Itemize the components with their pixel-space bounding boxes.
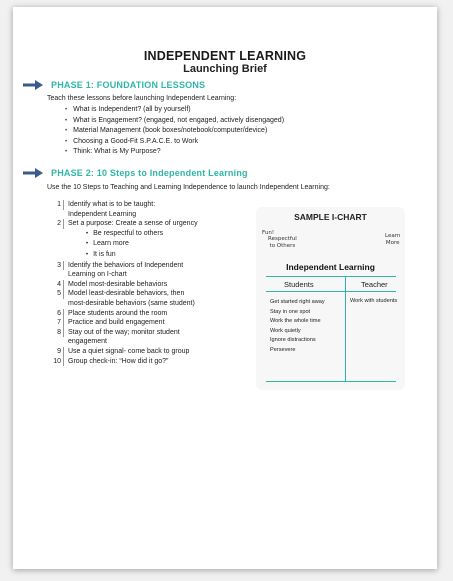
step-line: Place students around the room bbox=[68, 309, 168, 317]
step-item bbox=[47, 347, 267, 357]
step-line: Set a purpose: Create a sense of urgency bbox=[68, 220, 198, 228]
step-line: Identify what is to be taught: bbox=[68, 201, 156, 208]
step-line: Group check-in: “How did it go?” bbox=[68, 357, 169, 365]
step-line: Stay out of the way; monitor student bbox=[68, 328, 180, 336]
ichart-col-teacher: Teacher bbox=[361, 280, 388, 289]
list-item: • Think: What is My Purpose? bbox=[65, 147, 284, 158]
step-line: Practice and build engagement bbox=[68, 319, 165, 327]
step-number: 9 bbox=[47, 347, 64, 357]
step-item bbox=[47, 261, 267, 280]
right-arrow-icon bbox=[23, 80, 43, 90]
step-line: Model most-desirable behaviors bbox=[68, 280, 168, 288]
ichart-note-respectful bbox=[268, 236, 297, 249]
ichart-student-item: Ignore distractions bbox=[270, 337, 316, 343]
right-arrow-icon bbox=[23, 168, 43, 178]
phase1-title: PHASE 1: FOUNDATION LESSONS bbox=[51, 80, 206, 90]
step-number: 3 bbox=[47, 261, 64, 271]
step-item bbox=[47, 200, 267, 219]
ichart-note-learn-more bbox=[385, 233, 400, 246]
document-page bbox=[13, 7, 437, 569]
ichart-student-item: Get started right away bbox=[270, 299, 325, 305]
steps-list bbox=[47, 200, 267, 366]
step-text bbox=[68, 347, 189, 357]
step-item bbox=[47, 309, 267, 319]
ichart-teacher-list bbox=[350, 297, 397, 307]
ichart-student-item: Persevere bbox=[270, 346, 296, 353]
step-sub-bullet: • Learn more bbox=[68, 239, 198, 250]
step-number: 2 bbox=[47, 219, 64, 229]
ichart-student-item: Work the whole time bbox=[270, 318, 321, 324]
step-item bbox=[47, 318, 267, 328]
step-item bbox=[47, 219, 267, 260]
step-number: 7 bbox=[47, 318, 64, 328]
step-line: engagement bbox=[68, 338, 107, 346]
phase1-lesson-list bbox=[65, 105, 284, 158]
step-number: 10 bbox=[47, 357, 64, 367]
ichart-note-line: More bbox=[385, 239, 400, 246]
ichart-col-students: Students bbox=[284, 280, 314, 289]
ichart-student-item: Stay in one spot bbox=[270, 308, 311, 315]
document-subtitle: Launching Brief bbox=[183, 63, 267, 75]
ichart-bottom-rule bbox=[266, 381, 396, 382]
step-text bbox=[68, 309, 167, 319]
ichart-top-rule bbox=[266, 276, 396, 277]
step-number: 8 bbox=[47, 328, 64, 338]
ichart-title: SAMPLE I-CHART bbox=[294, 212, 367, 222]
document-title: INDEPENDENT LEARNING bbox=[143, 49, 307, 63]
ichart-note-line: Learn bbox=[385, 233, 401, 239]
list-item: • Choosing a Good-Fit S.P.A.C.E. to Work bbox=[65, 137, 284, 148]
step-text bbox=[68, 200, 155, 219]
ichart-column-divider bbox=[345, 277, 346, 381]
sample-ichart bbox=[256, 207, 405, 390]
step-text bbox=[68, 357, 168, 367]
step-item bbox=[47, 357, 267, 367]
step-line: most-desirable behaviors (same student) bbox=[68, 299, 195, 307]
step-text bbox=[68, 280, 167, 290]
step-sub-bullet: • Be respectful to others bbox=[68, 229, 198, 240]
step-number: 4 bbox=[47, 280, 64, 290]
step-number: 5 bbox=[47, 289, 64, 299]
phase2-intro: Use the 10 Steps to Teaching and Learning Independence to launch Independent Learning: bbox=[47, 184, 330, 191]
step-line: Learning on I-chart bbox=[68, 271, 127, 279]
ichart-note-fun: Fun! bbox=[262, 230, 275, 236]
step-number: 1 bbox=[47, 200, 64, 210]
ichart-students-list bbox=[270, 298, 325, 355]
step-item bbox=[47, 289, 267, 308]
step-line: Identify the behaviors of Independent bbox=[68, 261, 184, 269]
step-text bbox=[68, 219, 198, 260]
step-text bbox=[68, 261, 183, 280]
ichart-teacher-item: Work with students bbox=[350, 298, 398, 304]
step-text bbox=[68, 289, 195, 308]
list-item: • What is Independent? (all by yourself) bbox=[65, 105, 284, 116]
step-line: Independent Learning bbox=[68, 210, 137, 218]
phase2-heading bbox=[23, 168, 248, 178]
list-item: • What is Engagement? (engaged, not engaged, actively disengaged) bbox=[65, 116, 284, 127]
ichart-note-line: Respectful bbox=[268, 236, 297, 242]
step-line: Use a quiet signal- come back to group bbox=[68, 347, 190, 355]
step-item bbox=[47, 280, 267, 290]
phase1-intro: Teach these lessons before launching Independent Learning: bbox=[47, 95, 237, 102]
ichart-label: Independent Learning bbox=[286, 262, 375, 272]
step-text bbox=[68, 328, 180, 347]
ichart-student-item: Work quietly bbox=[270, 327, 301, 334]
step-text bbox=[68, 318, 165, 328]
phase1-heading bbox=[23, 80, 205, 90]
step-item bbox=[47, 328, 267, 347]
step-number: 6 bbox=[47, 309, 64, 319]
phase2-title: PHASE 2: 10 Steps to Independent Learning bbox=[51, 168, 248, 178]
list-item: • Material Management (book boxes/notebook/computer/device) bbox=[65, 126, 284, 137]
step-line: Model least-desirable behaviors, then bbox=[68, 290, 185, 298]
ichart-note-line: to Others bbox=[269, 242, 296, 249]
step-sub-bullet: • It is fun bbox=[68, 250, 198, 261]
ichart-header-rule bbox=[266, 291, 396, 292]
